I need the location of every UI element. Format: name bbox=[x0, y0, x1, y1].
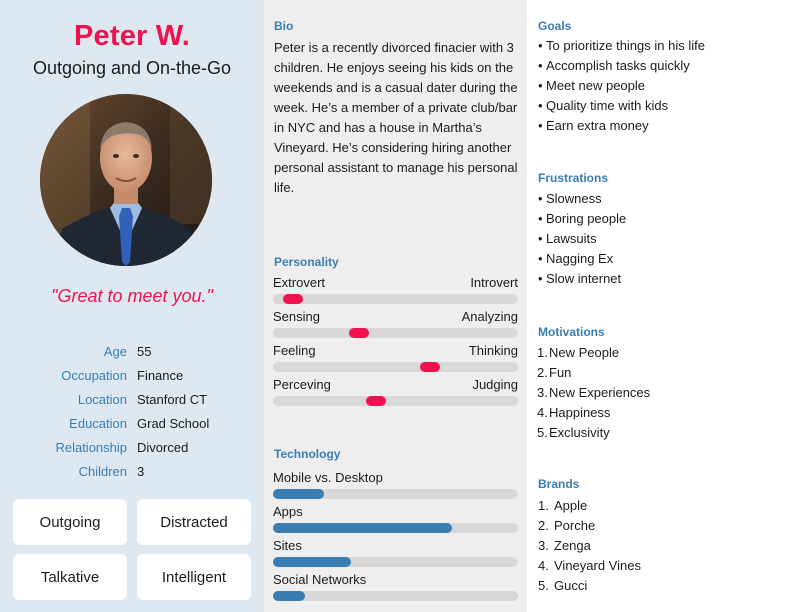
fact-label: Age bbox=[103, 344, 127, 359]
profile-panel bbox=[0, 0, 264, 612]
list-item: • Meet new people bbox=[538, 78, 646, 93]
scale-track bbox=[273, 328, 518, 338]
scale-track bbox=[273, 396, 518, 406]
goal-text: To prioritize things in his life bbox=[546, 38, 705, 53]
fact-row bbox=[0, 440, 264, 460]
fact-label: Relationship bbox=[55, 440, 127, 455]
scale-track bbox=[273, 294, 518, 304]
technology-label: Social Networks bbox=[273, 572, 367, 587]
motivation-text: Happiness bbox=[549, 405, 611, 420]
goals-list bbox=[538, 36, 705, 136]
technology-track bbox=[273, 591, 518, 601]
motivation-text: New People bbox=[549, 345, 620, 360]
motivation-text: Exclusivity bbox=[549, 425, 610, 440]
fact-label: Education bbox=[69, 416, 127, 431]
technology-bar bbox=[273, 504, 518, 540]
list-item: 3.New Experiences bbox=[537, 385, 651, 400]
goals-title: Goals bbox=[538, 19, 572, 33]
fact-row bbox=[0, 368, 264, 388]
scale-left-label: Feeling bbox=[273, 343, 316, 358]
list-item: 5. Gucci bbox=[538, 578, 588, 593]
list-item: 4. Vineyard Vines bbox=[538, 558, 641, 573]
personality-scale bbox=[273, 343, 518, 379]
fact-row bbox=[0, 344, 264, 364]
motivations-title: Motivations bbox=[538, 325, 605, 339]
brands-list bbox=[538, 496, 641, 596]
list-item: • Nagging Ex bbox=[538, 251, 614, 266]
fact-value: Divorced bbox=[137, 440, 189, 455]
avatar-photo bbox=[40, 94, 212, 266]
brand-text: Porche bbox=[554, 518, 596, 533]
scale-knob bbox=[366, 396, 386, 406]
details-panel bbox=[264, 0, 527, 612]
goal-text: Meet new people bbox=[546, 78, 646, 93]
list-item: • Slowness bbox=[538, 191, 602, 206]
fact-row bbox=[0, 392, 264, 412]
scale-left-label: Sensing bbox=[273, 309, 320, 324]
frustration-text: Slow internet bbox=[546, 271, 622, 286]
frustration-text: Boring people bbox=[546, 211, 627, 226]
bio-title: Bio bbox=[274, 19, 294, 33]
frustrations-title: Frustrations bbox=[538, 171, 609, 185]
personality-scale bbox=[273, 275, 518, 311]
scale-right-label: Thinking bbox=[468, 343, 518, 358]
trait-card-distracted: Distracted bbox=[137, 499, 251, 545]
goal-text: Accomplish tasks quickly bbox=[546, 58, 690, 73]
trait-card-outgoing: Outgoing bbox=[13, 499, 127, 545]
fact-value: Finance bbox=[137, 368, 184, 383]
persona-name: Peter W. bbox=[73, 20, 191, 52]
list-item: • Slow internet bbox=[538, 271, 622, 286]
list-item: 2.Fun bbox=[537, 365, 572, 380]
brand-text: Zenga bbox=[554, 538, 591, 553]
fact-value: 3 bbox=[137, 464, 145, 479]
list-item: • Quality time with kids bbox=[538, 98, 669, 113]
brand-text: Gucci bbox=[554, 578, 588, 593]
fact-row bbox=[0, 464, 264, 484]
list-item: • Boring people bbox=[538, 211, 627, 226]
technology-bar bbox=[273, 572, 518, 608]
technology-label: Mobile vs. Desktop bbox=[273, 470, 383, 485]
scale-track bbox=[273, 362, 518, 372]
list-item: 1. Apple bbox=[538, 498, 588, 513]
fact-label: Children bbox=[78, 464, 127, 479]
list-item: 5.Exclusivity bbox=[537, 425, 610, 440]
scale-knob bbox=[349, 328, 369, 338]
list-item: • To prioritize things in his life bbox=[538, 38, 705, 53]
motivation-text: Fun bbox=[549, 365, 572, 380]
scale-right-label: Judging bbox=[472, 377, 518, 392]
scale-knob bbox=[420, 362, 440, 372]
personality-scale bbox=[273, 309, 518, 345]
motivation-text: New Experiences bbox=[549, 385, 651, 400]
scale-left-label: Extrovert bbox=[273, 275, 326, 290]
trait-card-intelligent: Intelligent bbox=[137, 554, 251, 600]
personality-scale bbox=[273, 377, 518, 413]
frustration-text: Lawsuits bbox=[546, 231, 597, 246]
list-item: 2. Porche bbox=[538, 518, 596, 533]
scale-right-label: Introvert bbox=[470, 275, 518, 290]
brand-text: Vineyard Vines bbox=[554, 558, 641, 573]
fact-value: 55 bbox=[137, 344, 152, 359]
technology-fill bbox=[273, 489, 324, 499]
list-item: 4.Happiness bbox=[537, 405, 611, 420]
list-item: 1.New People bbox=[537, 345, 620, 360]
technology-track bbox=[273, 489, 518, 499]
brands-title: Brands bbox=[538, 477, 580, 491]
technology-label: Sites bbox=[273, 538, 302, 553]
scale-left-label: Perceving bbox=[273, 377, 331, 392]
list-item: • Lawsuits bbox=[538, 231, 597, 246]
fact-row bbox=[0, 416, 264, 436]
trait-card-talkative: Talkative bbox=[13, 554, 127, 600]
persona-quote: "Great to meet you." bbox=[51, 286, 213, 306]
avatar bbox=[40, 94, 212, 266]
goal-text: Quality time with kids bbox=[546, 98, 669, 113]
fact-value: Stanford CT bbox=[137, 392, 208, 407]
scale-knob bbox=[283, 294, 303, 304]
technology-fill bbox=[273, 557, 351, 567]
list-item: • Earn extra money bbox=[538, 118, 649, 133]
bio-text: Peter is a recently divorced finacier with 3 children. He enjoys seeing his kids on the weekends and is a casual dater during the week. He’s a member of a private club/bar in NYC and has a house in Martha’s Vineyard. He’s considering hiring another personal assistant to manage his personal life. bbox=[274, 40, 518, 195]
fact-label: Occupation bbox=[61, 368, 127, 383]
personality-title: Personality bbox=[274, 255, 339, 269]
list-item: 3. Zenga bbox=[538, 538, 591, 553]
fact-label: Location bbox=[77, 392, 127, 407]
technology-bar bbox=[273, 470, 518, 506]
brand-text: Apple bbox=[554, 498, 588, 513]
technology-bar bbox=[273, 538, 518, 574]
fact-value: Grad School bbox=[137, 416, 210, 431]
technology-label: Apps bbox=[273, 504, 303, 519]
frustration-text: Slowness bbox=[546, 191, 602, 206]
motivations-list bbox=[537, 343, 650, 443]
technology-track bbox=[273, 557, 518, 567]
scale-right-label: Analyzing bbox=[461, 309, 518, 324]
lists-panel bbox=[527, 0, 792, 612]
technology-fill bbox=[273, 591, 305, 601]
frustrations-list bbox=[538, 189, 626, 289]
goal-text: Earn extra money bbox=[546, 118, 649, 133]
technology-fill bbox=[273, 523, 452, 533]
frustration-text: Nagging Ex bbox=[546, 251, 614, 266]
persona-tagline: Outgoing and On-the-Go bbox=[32, 58, 232, 78]
technology-title: Technology bbox=[274, 447, 341, 461]
list-item: • Accomplish tasks quickly bbox=[538, 58, 690, 73]
technology-track bbox=[273, 523, 518, 533]
